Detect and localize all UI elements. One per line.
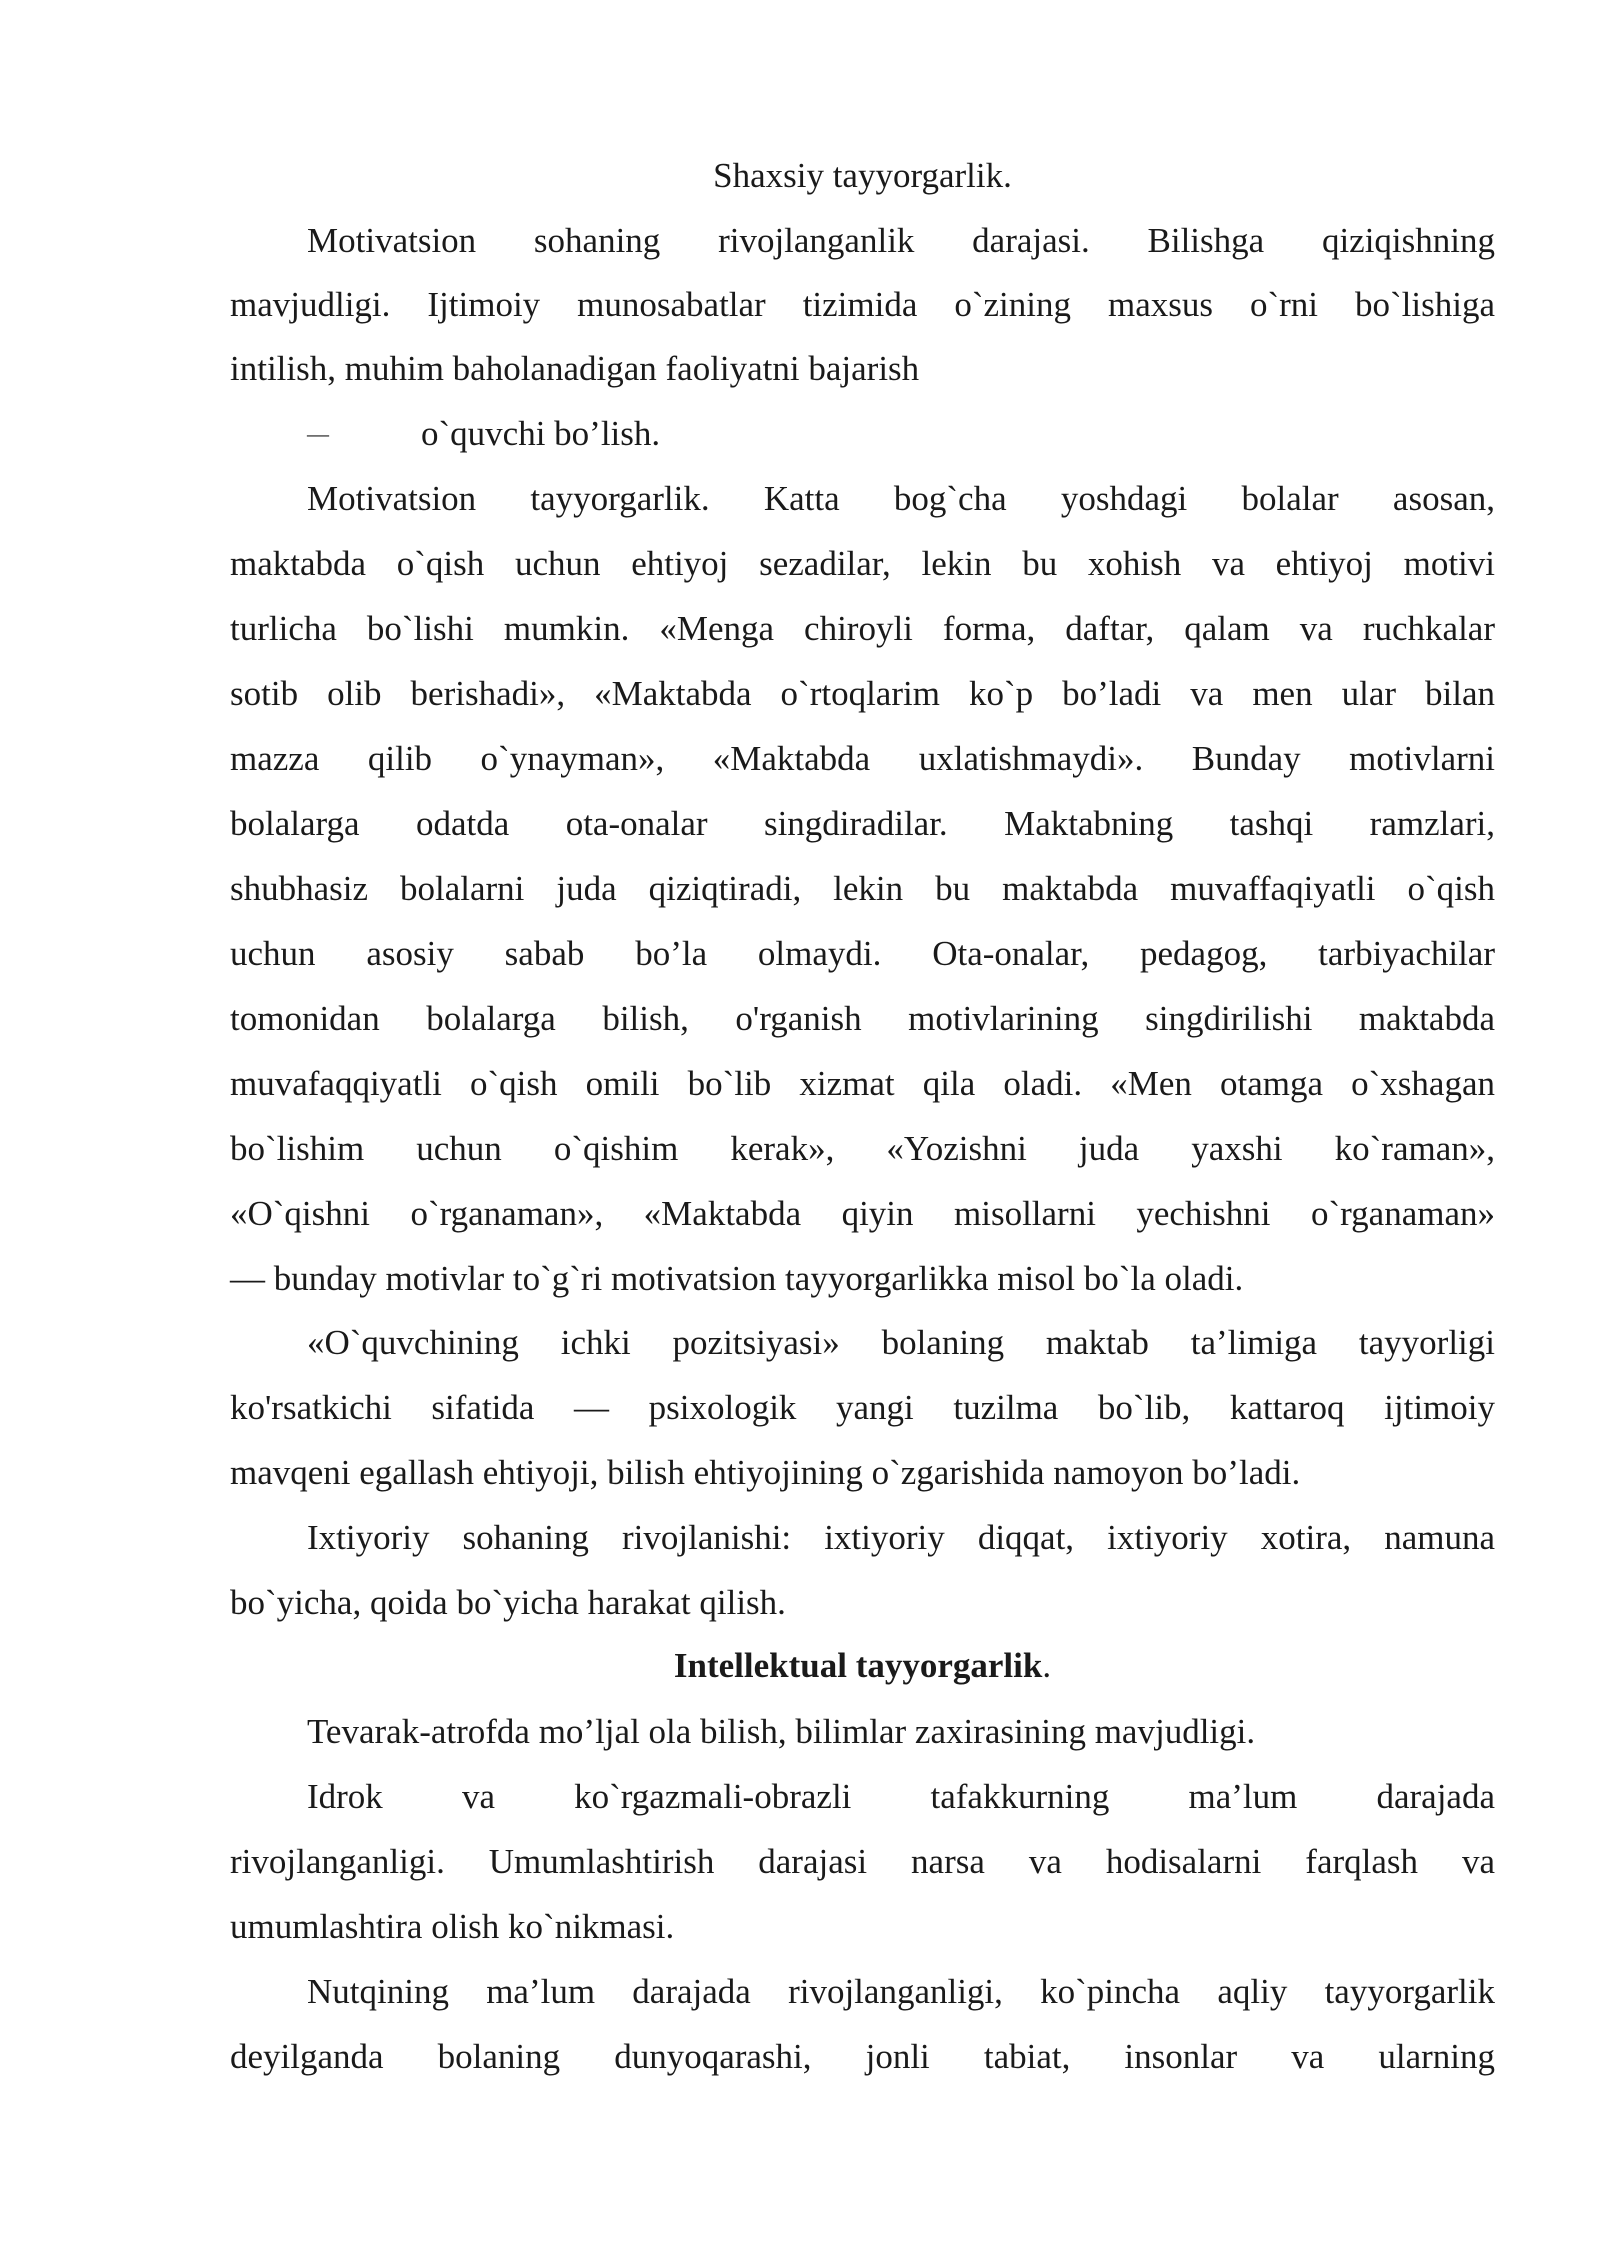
paragraph-line: tomonidan bolalarga bilish, o'rganish motivlarining singdirilishi maktabda — [230, 999, 1495, 1038]
heading-period: . — [1042, 1646, 1052, 1685]
paragraph-line: «O`qishni o`rganaman», «Maktabda qiyin misollarni yechishni o`rganaman» — [230, 1194, 1495, 1233]
paragraph-line: bo`yicha, qoida bo`yicha harakat qilish. — [230, 1583, 786, 1622]
paragraph-line: mavqeni egallash ehtiyoji, bilish ehtiyojining o`zgarishida namoyon bo’ladi. — [230, 1453, 1301, 1492]
paragraph-line: bo`lishim uchun o`qishim kerak», «Yozishni juda yaxshi ko`raman», — [230, 1129, 1495, 1168]
paragraph-line: mavjudligi. Ijtimoiy munosabatlar tizimida o`zining maxsus o`rni bo`lishiga — [230, 285, 1495, 324]
section-heading-intellectual — [230, 1646, 1495, 1686]
heading-text: Shaxsiy tayyorgarlik. — [713, 156, 1012, 195]
paragraph-line: muvafaqqiyatli o`qish omili bo`lib xizmat qila oladi. «Men otamga o`xshagan — [230, 1064, 1495, 1103]
paragraph-line: maktabda o`qish uchun ehtiyoj sezadilar, lekin bu xohish va ehtiyoj motivi — [230, 544, 1495, 583]
paragraph-line: Tevarak-atrofda mo’ljal ola bilish, bilimlar zaxirasining mavjudligi. — [307, 1712, 1256, 1751]
paragraph-line: sotib olib berishadi», «Maktabda o`rtoqlarim ko`p bo’ladi va men ular bilan — [230, 674, 1495, 713]
paragraph-line: Ixtiyoriy sohaning rivojlanishi: ixtiyoriy diqqat, ixtiyoriy xotira, namuna — [307, 1518, 1495, 1557]
paragraph-line: uchun asosiy sabab bo’la olmaydi. Ota-onalar, pedagog, tarbiyachilar — [230, 934, 1495, 973]
paragraph-line: intilish, muhim baholanadigan faoliyatni bajarish — [230, 349, 920, 388]
paragraph-line: umumlashtira olish ko`nikmasi. — [230, 1907, 675, 1946]
paragraph-line: Nutqining ma’lum darajada rivojlanganligi, ko`pincha aqliy tayyorgarlik — [307, 1972, 1495, 2011]
paragraph-line: mazza qilib o`ynayman», «Maktabda uxlatishmaydi». Bunday motivlarni — [230, 739, 1495, 778]
paragraph-line: shubhasiz bolalarni juda qiziqtiradi, lekin bu maktabda muvaffaqiyatli o`qish — [230, 869, 1495, 908]
section-heading-personal — [230, 156, 1495, 196]
paragraph-line: ko'rsatkichi sifatida — psixologik yangi tuzilma bo`lib, kattaroq ijtimoiy — [230, 1388, 1495, 1427]
paragraph-line: — bunday motivlar to`g`ri motivatsion tayyorgarlikka misol bo`la oladi. — [230, 1259, 1244, 1298]
paragraph-line: Idrok va ko`rgazmali-obrazli tafakkurning ma’lum darajada — [307, 1777, 1495, 1816]
paragraph-line: bolalarga odatda ota-onalar singdiradilar. Maktabning tashqi ramzlari, — [230, 804, 1495, 843]
paragraph-line: turlicha bo`lishi mumkin. «Menga chiroyli forma, daftar, qalam va ruchkalar — [230, 609, 1495, 648]
heading-text: Intellektual tayyorgarlik — [673, 1646, 1043, 1685]
paragraph-line: Motivatsion tayyorgarlik. Katta bog`cha yoshdagi bolalar asosan, — [307, 479, 1495, 518]
dash-item-text: o`quvchi bo’lish. — [421, 414, 661, 453]
paragraph-line: deyilganda bolaning dunyoqarashi, jonli tabiat, insonlar va ularning — [230, 2037, 1495, 2076]
paragraph-line: «O`quvchining ichki pozitsiyasi» bolaning maktab ta’limiga tayyorligi — [307, 1323, 1495, 1362]
paragraph-line: rivojlanganligi. Umumlashtirish darajasi narsa va hodisalarni farqlash va — [230, 1842, 1495, 1881]
dash-symbol: — — [307, 421, 329, 446]
paragraph-line: Motivatsion sohaning rivojlanganlik darajasi. Bilishga qiziqishning — [307, 221, 1495, 260]
